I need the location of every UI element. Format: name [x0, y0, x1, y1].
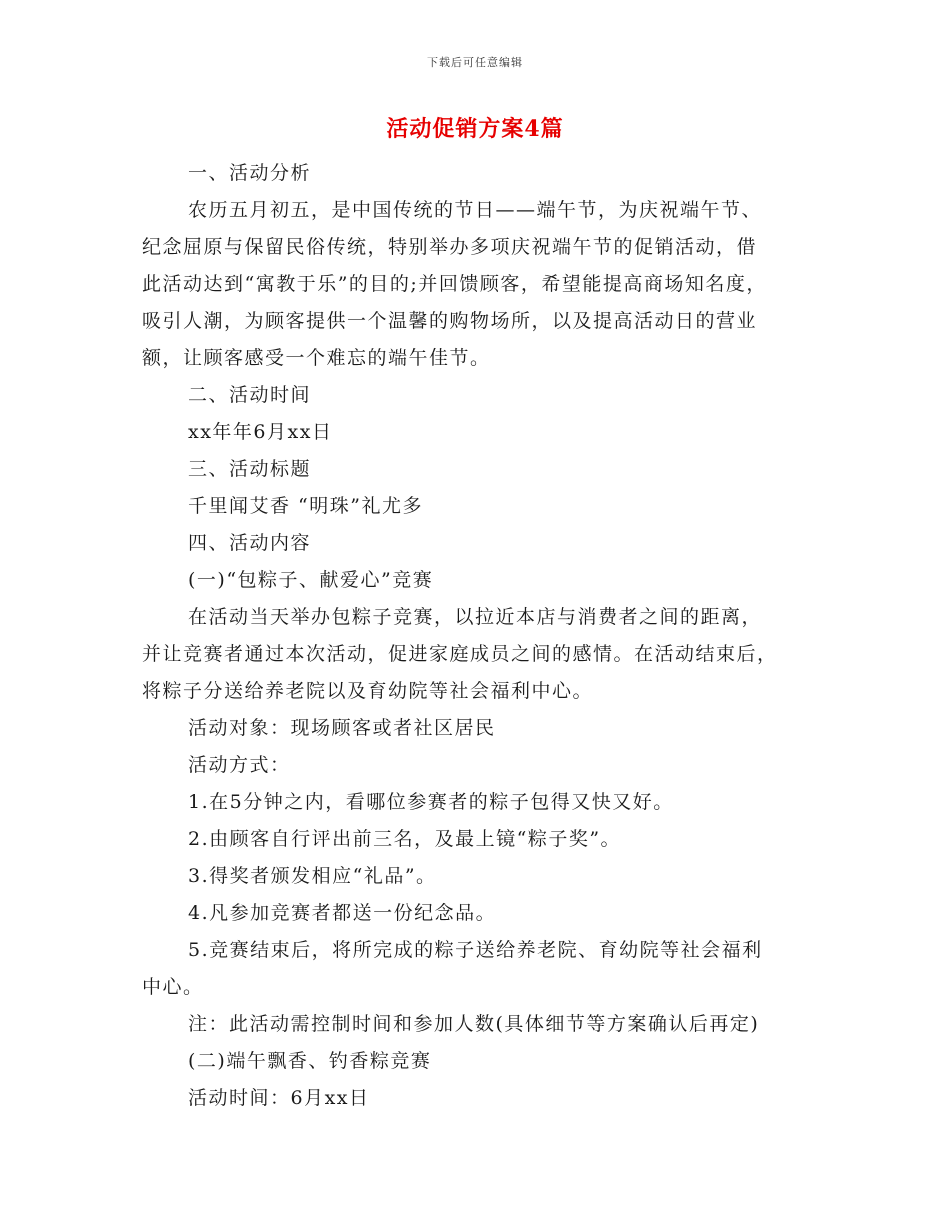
text-line: 三、活动标题	[188, 458, 312, 480]
paragraph	[142, 1043, 822, 1080]
paragraph	[142, 784, 822, 821]
text-line: 额，让顾客感受一个难忘的端午佳节。	[142, 347, 491, 369]
text-line: xx年年6月xx日	[188, 421, 333, 443]
text-line: 并让竞赛者通过本次活动，促进家庭成员之间的感情。在活动结束后，	[142, 643, 778, 665]
text-line: 农历五月初五，是中国传统的节日——端午节，为庆祝端午节、	[188, 199, 763, 221]
text-line: (一)“包粽子、献爱心”竞赛	[188, 569, 434, 591]
text-line: 千里闻艾香 “明珠”礼尤多	[188, 495, 423, 517]
text-line: (二)端午飘香、钓香粽竞赛	[188, 1050, 432, 1072]
paragraph	[142, 1006, 822, 1043]
document-title: 活动促销方案4篇	[386, 116, 564, 142]
text-line: 二、活动时间	[188, 384, 312, 406]
text-line: 在活动当天举办包粽子竞赛，以拉近本店与消费者之间的距离，	[188, 606, 763, 628]
paragraph	[142, 858, 822, 895]
text-line: 2.由顾客自行评出前三名，及最上镜“粽子奖”。	[188, 828, 622, 850]
paragraph	[142, 155, 822, 192]
text-line: 吸引人潮，为顾客提供一个温馨的购物场所，以及提高活动日的营业	[142, 310, 758, 332]
document-body	[142, 155, 822, 1117]
paragraph	[142, 932, 822, 1006]
text-line: 活动时间：6月xx日	[188, 1087, 370, 1109]
text-line: 四、活动内容	[188, 532, 312, 554]
text-line: 此活动达到“寓教于乐”的目的;并回馈顾客，希望能提高商场知名度，	[142, 273, 767, 295]
text-line: 纪念屈原与保留民俗传统，特别举办多项庆祝端午节的促销活动，借	[142, 236, 758, 258]
text-line: 注：此活动需控制时间和参加人数(具体细节等方案确认后再定)	[188, 1013, 760, 1035]
text-line: 活动方式：	[188, 754, 291, 776]
header-note: 下载后可任意编辑	[427, 56, 523, 69]
paragraph	[142, 525, 822, 562]
text-line: 3.得奖者颁发相应“礼品”。	[188, 865, 437, 887]
text-line: 4.凡参加竞赛者都送一份纪念品。	[188, 902, 497, 924]
paragraph	[142, 1080, 822, 1117]
paragraph	[142, 488, 822, 525]
text-line: 将粽子分送给养老院以及育幼院等社会福利中心。	[142, 680, 594, 702]
paragraph	[142, 599, 822, 710]
paragraph	[142, 821, 822, 858]
paragraph	[142, 414, 822, 451]
text-line: 一、活动分析	[188, 162, 312, 184]
paragraph	[142, 377, 822, 414]
paragraph	[142, 192, 822, 377]
paragraph	[142, 562, 822, 599]
paragraph	[142, 710, 822, 747]
paragraph	[142, 451, 822, 488]
text-line: 活动对象：现场顾客或者社区居民	[188, 717, 496, 739]
text-line: 1.在5分钟之内，看哪位参赛者的粽子包得又快又好。	[188, 791, 674, 813]
text-line: 5.竞赛结束后，将所完成的粽子送给养老院、育幼院等社会福利	[188, 939, 763, 961]
paragraph	[142, 747, 822, 784]
paragraph	[142, 895, 822, 932]
text-line: 中心。	[142, 976, 204, 998]
